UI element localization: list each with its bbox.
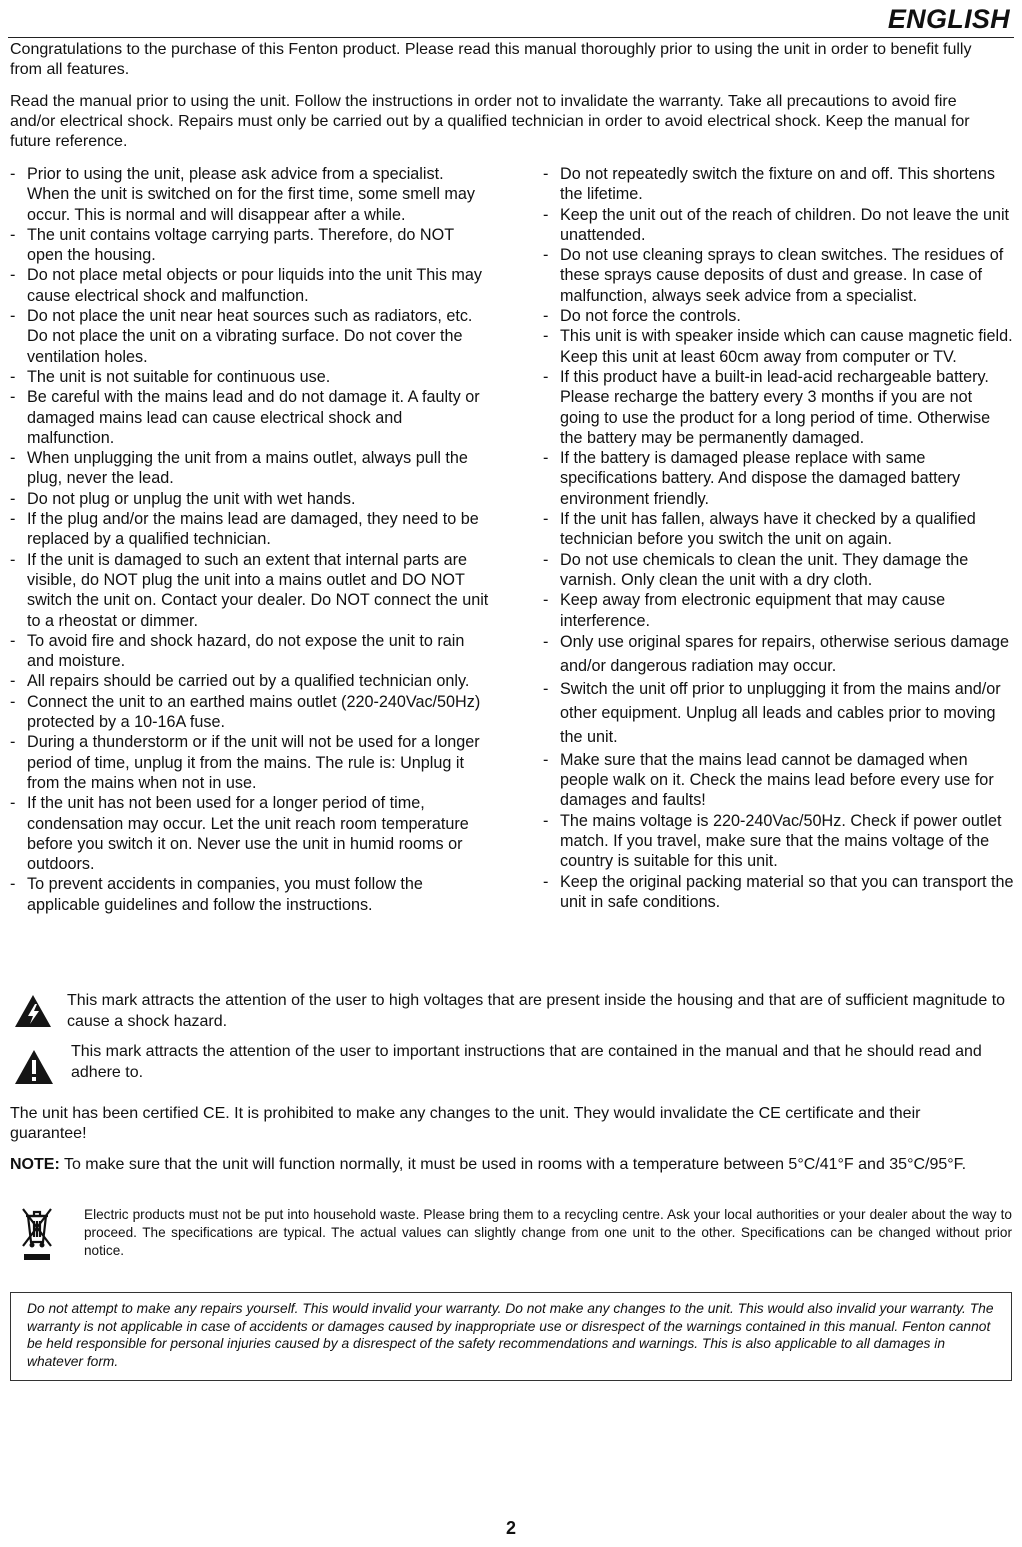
safety-item-text: Do not place metal objects or pour liquids into the unit This may cause electrical shock and malfunction.: [27, 266, 482, 305]
list-dash: -: [10, 875, 16, 894]
list-dash: -: [10, 794, 16, 813]
safety-item-text: If the unit has not been used for a longer period of time, condensation may occur. Let the unit reach room temperature before you switch it on. Never use the unit in humid rooms or outdoors.: [27, 794, 469, 874]
safety-item-text: Do not use cleaning sprays to clean switches. The residues of these sprays cause deposits of dust and grease. In case of malfunction, always seek advice from a specialist.: [560, 246, 1004, 305]
safety-item-text: If this product have a built-in lead-acid rechargeable battery. Please recharge the battery every 3 months if you are not going to use the product for a long period of time. Otherwise the battery may be permanently damaged.: [560, 367, 991, 447]
safety-list-item: [543, 631, 1015, 679]
list-dash: -: [543, 872, 549, 891]
language-heading: ENGLISH: [887, 4, 1010, 34]
list-dash: -: [543, 165, 549, 183]
crossed-bin-icon: [20, 1206, 54, 1262]
list-dash: -: [543, 367, 549, 386]
note-text: To make sure that the unit will function normally, it must be used in rooms with a temperature between 5°C/41°F and 35°C/95°F.: [63, 1156, 967, 1173]
list-dash: -: [543, 680, 549, 699]
intro-paragraph: Congratulations to the purchase of this Fenton product. Please read this manual thoroughly prior to using the unit in order to benefit fully from all features.: [10, 41, 972, 78]
safety-list-item: [543, 245, 1015, 306]
safety-list-item: [10, 448, 490, 489]
safety-list-item: [543, 811, 1015, 872]
safety-list-item: [543, 509, 1015, 550]
safety-item-text: Do not force the controls.: [560, 307, 741, 326]
lightning-warning-icon: [14, 994, 52, 1028]
safety-list-item: [543, 326, 1015, 367]
safety-list-item: [10, 306, 490, 367]
safety-list-item: [10, 367, 490, 387]
list-dash: -: [10, 692, 16, 711]
safety-list-item: [10, 550, 490, 631]
safety-item-text: If the unit has fallen, always have it checked by a qualified technician before you switch the unit on again.: [560, 510, 976, 549]
list-dash: -: [10, 225, 16, 244]
instructions-warning-text: This mark attracts the attention of the user to important instructions that are contained in the manual and that he should read and adhere to.: [71, 1043, 982, 1081]
safety-item-text: During a thunderstorm or if the unit will not be used for a longer period of time, unplug it from the mains. The rule is: Unplug it from the mains when not in use.: [27, 733, 480, 792]
list-dash: -: [543, 449, 549, 468]
safety-list-item: [543, 306, 1015, 326]
safety-item-text: Make sure that the mains lead cannot be damaged when people walk on it. Check the mains lead before every use for damages and faults!: [560, 750, 994, 810]
safety-item-text: The unit is not suitable for continuous use.: [27, 367, 331, 386]
safety-item-text: Do not use chemicals to clean the unit. They damage the varnish. Only clean the unit with a dry cloth.: [560, 550, 969, 589]
safety-list-item: [10, 732, 490, 793]
safety-list-item: [10, 489, 490, 509]
ce-paragraph: The unit has been certified CE. It is prohibited to make any changes to the unit. They would invalidate the CE certificate and their guarantee!: [10, 1105, 921, 1142]
list-dash: -: [543, 510, 549, 529]
safety-item-text: If the plug and/or the mains lead are damaged, they need to be replaced by a qualified technician.: [27, 510, 479, 549]
list-dash: -: [10, 672, 16, 691]
header-divider: [8, 37, 1014, 38]
safety-item-text: Switch the unit off prior to unplugging it from the mains and/or other equipment. Unplug all leads and cables prior to moving the unit.: [560, 680, 1001, 747]
safety-list-item: [543, 590, 1015, 631]
exclamation-warning-icon: [14, 1049, 54, 1085]
safety-item-text: Do not plug or unplug the unit with wet hands.: [27, 489, 356, 508]
list-dash: -: [543, 550, 549, 569]
safety-item-text: Keep the unit out of the reach of children. Do not leave the unit unattended.: [560, 205, 1010, 244]
safety-list-item: [543, 750, 1015, 811]
list-dash: -: [543, 750, 549, 769]
safety-list-right: [543, 164, 1015, 912]
safety-list-item: [543, 205, 1015, 246]
safety-item-text: Be careful with the mains lead and do not damage it. A faulty or damaged mains lead can cause electrical shock and malfunction.: [27, 388, 480, 447]
list-dash: -: [543, 327, 549, 346]
list-dash: -: [10, 449, 16, 468]
weee-text: Electric products must not be put into household waste. Please bring them to a recycling centre. Ask your local authorities or your dealer about the way to proceed. The specifications are typical. The actual values can slightly change from one unit to the other. Specifications can be changed without prior notice.: [84, 1207, 1012, 1258]
list-dash: -: [10, 550, 16, 569]
safety-list-item: [543, 872, 1015, 913]
warranty-disclaimer: Do not attempt to make any repairs yourself. This would invalid your warranty. Do not make any changes to the unit. This would also invalid your warranty. The warranty is not applicable in case of accidents or damages caused by inappropriate use or disrespect of the warnings contained in this manual. Fenton cannot be held responsible for personal injuries caused by a disrespect of the safety recommendations and warnings. This is also applicable to all damages in whatever form.: [10, 1292, 1012, 1381]
list-dash: -: [10, 165, 16, 183]
safety-list-item: [543, 550, 1015, 591]
safety-item-text: When unplugging the unit from a mains outlet, always pull the plug, never the lead.: [27, 449, 468, 488]
safety-list-item: [10, 164, 490, 225]
list-dash: -: [543, 307, 549, 326]
list-dash: -: [10, 489, 16, 508]
list-dash: -: [10, 266, 16, 285]
safety-item-text: If the battery is damaged please replace with same specifications battery. And dispose the damaged battery environment friendly.: [560, 449, 961, 508]
safety-list-item: [10, 387, 490, 448]
safety-list-item: [10, 265, 490, 306]
list-dash: -: [543, 591, 549, 610]
list-dash: -: [10, 631, 16, 650]
safety-list-item: [543, 448, 1015, 509]
safety-list-left: [10, 164, 490, 915]
safety-item-text: Keep the original packing material so that you can transport the unit in safe conditions.: [560, 872, 1014, 911]
list-dash: -: [10, 510, 16, 529]
safety-item-text: To avoid fire and shock hazard, do not expose the unit to rain and moisture.: [27, 631, 465, 671]
safety-item-text: Prior to using the unit, please ask advice from a specialist. When the unit is switched on for the first time, some smell may occur. This is normal and will disappear after a while.: [27, 165, 476, 224]
safety-item-text: Connect the unit to an earthed mains outlet (220-240Vac/50Hz) protected by a 10-16A fuse.: [27, 692, 481, 732]
read-manual-paragraph: Read the manual prior to using the unit. Follow the instructions in order not to invalidate the warranty. Take all precautions to avoid fire and/or electrical shock. Repairs must only be carried out by a qualified technician in order to avoid electrical shock. Keep the manual for future reference.: [10, 93, 970, 150]
safety-list-item: [10, 692, 490, 733]
safety-list-item: [543, 164, 1015, 205]
safety-item-text: If the unit is damaged to such an extent that internal parts are visible, do NOT plug the unit into a mains outlet and DO NOT switch the unit on. Contact your dealer. Do NOT connect the unit to a rheostat or dimmer.: [27, 550, 489, 630]
safety-item-text: Keep away from electronic equipment that may cause interference.: [560, 591, 946, 630]
safety-list-item: [543, 678, 1015, 749]
list-dash: -: [10, 367, 16, 386]
safety-item-text: The unit contains voltage carrying parts. Therefore, do NOT open the housing.: [27, 225, 454, 265]
list-dash: -: [543, 205, 549, 224]
safety-list-item: [10, 509, 490, 550]
note-paragraph: [10, 1155, 992, 1175]
safety-list-item: [10, 874, 490, 915]
safety-list-item: [10, 631, 490, 672]
safety-item-text: To prevent accidents in companies, you must follow the applicable guidelines and follow the instructions.: [27, 875, 423, 914]
safety-item-text: Only use original spares for repairs, otherwise serious damage and/or dangerous radiation may occur.: [560, 632, 1009, 675]
list-dash: -: [10, 307, 16, 326]
safety-item-text: This unit is with speaker inside which can cause magnetic field. Keep this unit at least 60cm away from computer or TV.: [560, 327, 1013, 366]
safety-list-item: [10, 793, 490, 874]
list-dash: -: [543, 811, 549, 830]
safety-list-item: [10, 225, 490, 266]
note-label: NOTE:: [10, 1156, 60, 1173]
safety-list-item: [543, 367, 1015, 448]
safety-item-text: Do not repeatedly switch the fixture on and off. This shortens the lifetime.: [560, 165, 995, 204]
list-dash: -: [543, 632, 549, 651]
voltage-warning-text: This mark attracts the attention of the user to high voltages that are present inside the housing and that are of sufficient magnitude to cause a shock hazard.: [67, 992, 1006, 1030]
safety-item-text: Do not place the unit near heat sources such as radiators, etc. Do not place the unit on a vibrating surface. Do not cover the ventilation holes.: [27, 307, 473, 366]
list-dash: -: [10, 388, 16, 407]
safety-item-text: The mains voltage is 220-240Vac/50Hz. Check if power outlet match. If you travel, make sure that the mains voltage of the country is suitable for this unit.: [560, 811, 1002, 871]
list-dash: -: [10, 733, 16, 752]
page-number: 2: [505, 1518, 516, 1538]
safety-item-text: All repairs should be carried out by a qualified technician only.: [27, 672, 470, 691]
safety-list-item: [10, 671, 490, 691]
list-dash: -: [543, 246, 549, 265]
